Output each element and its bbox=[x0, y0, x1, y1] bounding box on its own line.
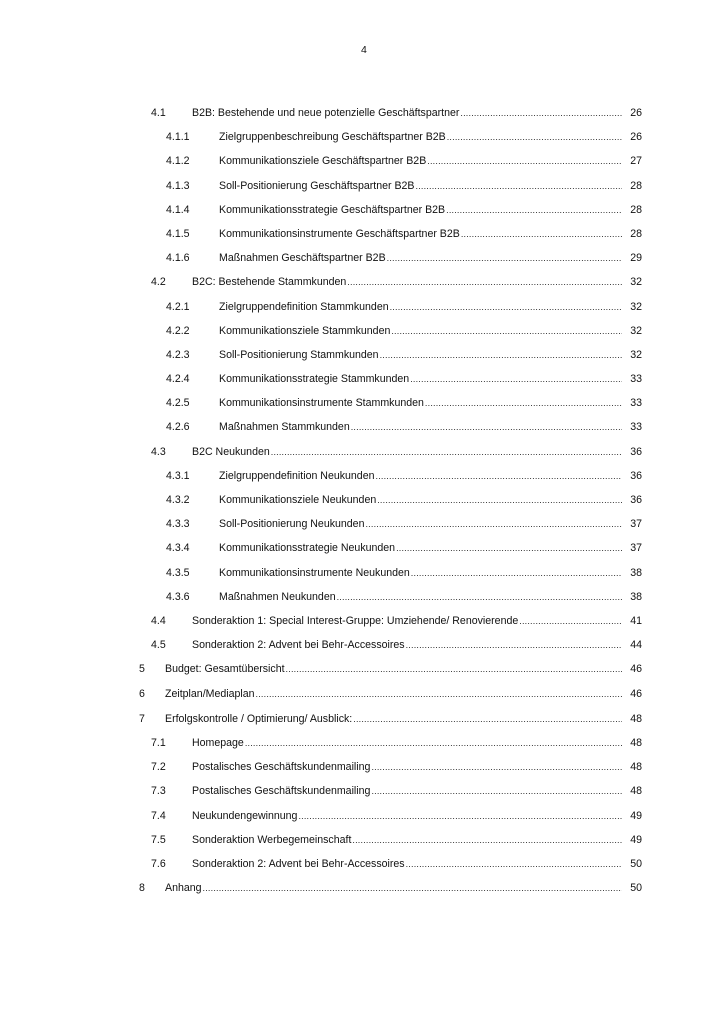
toc-entry-number: 7.3 bbox=[151, 785, 166, 798]
toc-dot-leader bbox=[203, 876, 642, 900]
toc-entry-title: Kommunikationsziele Stammkunden bbox=[219, 324, 391, 337]
toc-entry-title-with-leader bbox=[192, 731, 642, 755]
toc-entry-number: 4.1 bbox=[151, 107, 166, 119]
toc-dot-leader bbox=[353, 707, 642, 731]
toc-dot-leader bbox=[377, 488, 642, 512]
toc-entry-page: 46 bbox=[622, 682, 642, 706]
toc-dot-leader bbox=[460, 101, 642, 125]
toc-dot-leader bbox=[371, 779, 642, 803]
toc-dot-leader bbox=[446, 198, 642, 222]
toc-entry-page: 38 bbox=[622, 585, 642, 609]
toc-entry-title-with-leader bbox=[219, 246, 642, 270]
toc-entry-title: B2C: Bestehende Stammkunden bbox=[192, 276, 347, 289]
toc-entry[interactable] bbox=[0, 464, 728, 488]
toc-dot-leader bbox=[390, 295, 642, 319]
toc-dot-leader bbox=[461, 222, 642, 246]
toc-entry-title: Maßnahmen Geschäftspartner B2B bbox=[219, 252, 386, 265]
toc-entry-title: Zielgruppenbeschreibung Geschäftspartner B2B bbox=[219, 131, 446, 144]
toc-entry-title: Sonderaktion 1: Special Interest-Gruppe: Umziehende/ Renovierende bbox=[192, 614, 519, 627]
toc-entry-title: Kommunikationsziele Neukunden bbox=[219, 494, 377, 506]
toc-entry-page: 32 bbox=[622, 343, 642, 367]
toc-entry-page: 49 bbox=[622, 804, 642, 828]
toc-entry-title: Zeitplan/Mediaplan bbox=[165, 687, 255, 700]
toc-entry-number: 4.3.3 bbox=[166, 518, 190, 531]
toc-entry-title: Kommunikationsstrategie Stammkunden bbox=[219, 373, 410, 386]
toc-entry[interactable] bbox=[0, 561, 728, 585]
toc-entry-title-with-leader bbox=[192, 101, 642, 125]
toc-dot-leader bbox=[351, 415, 642, 439]
toc-entry-number: 6 bbox=[139, 687, 145, 700]
toc-entry[interactable] bbox=[0, 536, 728, 560]
toc-dot-leader bbox=[416, 174, 643, 198]
toc-entry[interactable] bbox=[0, 415, 728, 439]
toc-entry[interactable] bbox=[0, 828, 728, 852]
toc-entry-number: 4.4 bbox=[151, 614, 166, 627]
toc-entry-number: 4.1.4 bbox=[166, 203, 190, 216]
toc-entry-title-with-leader bbox=[219, 488, 642, 512]
toc-entry-title: Zielgruppendefinition Stammkunden bbox=[219, 300, 389, 313]
toc-entry[interactable] bbox=[0, 852, 728, 876]
toc-entry-title: Kommunikationsstrategie Geschäftspartner B2B bbox=[219, 203, 446, 216]
toc-entry-page: 28 bbox=[622, 198, 642, 222]
toc-dot-leader bbox=[298, 804, 642, 828]
toc-entry[interactable] bbox=[0, 804, 728, 828]
toc-entry-title-with-leader bbox=[219, 415, 642, 439]
toc-entry-title-with-leader bbox=[219, 198, 642, 222]
toc-entry-title-with-leader bbox=[219, 222, 642, 246]
toc-entry-page: 28 bbox=[622, 174, 642, 198]
toc-entry-title: Soll-Positionierung Neukunden bbox=[219, 518, 365, 531]
toc-entry-title: Zielgruppendefinition Neukunden bbox=[219, 469, 375, 482]
toc-entry[interactable] bbox=[0, 633, 728, 657]
toc-entry-number: 4.2.5 bbox=[166, 397, 190, 410]
toc-entry-number: 7 bbox=[139, 712, 145, 725]
toc-dot-leader bbox=[376, 464, 643, 488]
toc-entry-title: Postalisches Geschäftskundenmailing bbox=[192, 761, 371, 774]
toc-dot-leader bbox=[387, 246, 642, 270]
toc-dot-leader bbox=[406, 633, 642, 657]
toc-entry-page: 33 bbox=[622, 367, 642, 391]
toc-entry[interactable] bbox=[0, 488, 728, 512]
toc-entry-title-with-leader bbox=[219, 125, 642, 149]
toc-dot-leader bbox=[411, 561, 642, 585]
toc-entry[interactable] bbox=[0, 585, 728, 609]
toc-entry-number: 4.3.2 bbox=[166, 494, 190, 506]
toc-entry-title-with-leader bbox=[219, 464, 642, 488]
toc-entry-title-with-leader bbox=[192, 828, 642, 852]
toc-entry-title-with-leader bbox=[219, 149, 642, 173]
toc-entry[interactable] bbox=[0, 755, 728, 779]
toc-entry-number: 4.1.3 bbox=[166, 179, 190, 192]
toc-entry-number: 4.3.1 bbox=[166, 469, 190, 482]
toc-entry-title: Sonderaktion Werbegemeinschaft bbox=[192, 833, 352, 846]
toc-entry[interactable] bbox=[0, 512, 728, 536]
toc-entry-title-with-leader bbox=[165, 682, 642, 706]
toc-entry-page: 44 bbox=[622, 633, 642, 657]
toc-entry-title: Kommunikationsziele Geschäftspartner B2B bbox=[219, 155, 427, 168]
toc-entry-title-with-leader bbox=[165, 876, 642, 900]
toc-entry-number: 7.4 bbox=[151, 809, 166, 822]
toc-entry-number: 4.3.4 bbox=[166, 542, 190, 555]
toc-entry-title-with-leader bbox=[219, 343, 642, 367]
toc-entry[interactable] bbox=[0, 876, 728, 901]
toc-entry-title-with-leader bbox=[165, 707, 642, 731]
toc-entry[interactable] bbox=[0, 682, 728, 707]
toc-entry-page: 50 bbox=[622, 876, 642, 900]
toc-entry-number: 4.2 bbox=[151, 276, 166, 289]
toc-entry-page: 36 bbox=[622, 464, 642, 488]
toc-entry-page: 27 bbox=[622, 149, 642, 173]
toc-entry-title-with-leader bbox=[192, 804, 642, 828]
toc-entry-title: Anhang bbox=[165, 882, 202, 895]
toc-entry[interactable] bbox=[0, 246, 728, 270]
toc-dot-leader bbox=[447, 125, 642, 149]
toc-entry-title-with-leader bbox=[219, 536, 642, 560]
toc-entry-number: 4.3 bbox=[151, 445, 166, 458]
toc-entry-page: 50 bbox=[622, 852, 642, 876]
toc-entry[interactable] bbox=[0, 731, 728, 755]
toc-entry[interactable] bbox=[0, 367, 728, 391]
toc-entry-title-with-leader bbox=[219, 295, 642, 319]
toc-entry-title-with-leader bbox=[219, 512, 642, 536]
toc-entry-title: Maßnahmen Stammkunden bbox=[219, 421, 350, 434]
toc-entry-page: 26 bbox=[622, 101, 642, 125]
toc-entry-page: 49 bbox=[622, 828, 642, 852]
toc-entry-page: 41 bbox=[622, 609, 642, 633]
toc-entry-title-with-leader bbox=[219, 174, 642, 198]
toc-entry-title-with-leader bbox=[219, 319, 642, 343]
toc-entry-title: Maßnahmen Neukunden bbox=[219, 590, 336, 603]
toc-entry-page: 48 bbox=[622, 731, 642, 755]
toc-dot-leader bbox=[396, 536, 642, 560]
toc-entry-title-with-leader bbox=[192, 633, 642, 657]
toc-entry-page: 48 bbox=[622, 707, 642, 731]
toc-dot-leader bbox=[425, 391, 642, 415]
toc-dot-leader bbox=[406, 852, 642, 876]
toc-entry-title: Kommunikationsinstrumente Stammkunden bbox=[219, 397, 424, 410]
toc-dot-leader bbox=[371, 755, 642, 779]
toc-entry-number: 4.2.1 bbox=[166, 300, 190, 313]
toc-entry-number: 4.2.4 bbox=[166, 373, 190, 386]
toc-dot-leader bbox=[256, 682, 642, 706]
toc-entry-number: 4.2.6 bbox=[166, 421, 190, 434]
toc-entry-title: Homepage bbox=[192, 737, 244, 750]
toc-dot-leader bbox=[271, 440, 642, 464]
toc-entry[interactable] bbox=[0, 222, 728, 246]
toc-entry-title: Postalisches Geschäftskundenmailing bbox=[192, 785, 371, 798]
toc-entry[interactable] bbox=[0, 707, 728, 732]
toc-entry-page: 29 bbox=[622, 246, 642, 270]
toc-entry-number: 4.2.2 bbox=[166, 324, 190, 337]
toc-entry-number: 4.5 bbox=[151, 639, 166, 652]
toc-entry[interactable] bbox=[0, 174, 728, 198]
toc-dot-leader bbox=[427, 149, 642, 173]
toc-entry-number: 5 bbox=[139, 663, 145, 676]
toc-entry-number: 4.3.5 bbox=[166, 566, 190, 579]
toc-entry[interactable] bbox=[0, 779, 728, 803]
toc-entry-title-with-leader bbox=[192, 609, 642, 633]
toc-entry-number: 4.1.5 bbox=[166, 227, 190, 240]
toc-entry-page: 37 bbox=[622, 512, 642, 536]
toc-entry-page: 33 bbox=[622, 391, 642, 415]
toc-entry[interactable] bbox=[0, 295, 728, 319]
toc-entry-title: Sonderaktion 2: Advent bei Behr-Accessoires bbox=[192, 639, 405, 652]
toc-dot-leader bbox=[352, 828, 642, 852]
toc-entry-title: Kommunikationsstrategie Neukunden bbox=[219, 542, 396, 555]
toc-entry-number: 4.3.6 bbox=[166, 590, 190, 603]
toc-dot-leader bbox=[347, 270, 642, 294]
toc-entry[interactable] bbox=[0, 609, 728, 633]
toc-entry-title: Soll-Positionierung Geschäftspartner B2B bbox=[219, 179, 415, 192]
toc-entry-title-with-leader bbox=[219, 585, 642, 609]
toc-entry-page: 32 bbox=[622, 319, 642, 343]
toc-entry-page: 36 bbox=[622, 440, 642, 464]
toc-entry-title: Neukundengewinnung bbox=[192, 809, 298, 822]
toc-entry[interactable] bbox=[0, 319, 728, 343]
toc-entry-number: 4.1.2 bbox=[166, 155, 190, 168]
toc-entry[interactable] bbox=[0, 198, 728, 222]
toc-entry-title: B2B: Bestehende und neue potenzielle Geschäftspartner bbox=[192, 107, 460, 119]
toc-entry-title: B2C Neukunden bbox=[192, 445, 270, 458]
table-of-contents bbox=[0, 101, 728, 901]
toc-entry-number: 4.1.6 bbox=[166, 252, 190, 265]
toc-entry-page: 28 bbox=[622, 222, 642, 246]
toc-entry-page: 48 bbox=[622, 755, 642, 779]
toc-dot-leader bbox=[286, 657, 642, 681]
toc-entry-title: Erfolgskontrolle / Optimierung/ Ausblick: bbox=[165, 712, 353, 725]
toc-entry-title: Kommunikationsinstrumente Neukunden bbox=[219, 566, 410, 579]
toc-entry-number: 7.6 bbox=[151, 858, 166, 871]
toc-entry-title-with-leader bbox=[219, 367, 642, 391]
toc-entry-page: 38 bbox=[622, 561, 642, 585]
toc-entry-page: 32 bbox=[622, 295, 642, 319]
toc-entry-page: 37 bbox=[622, 536, 642, 560]
toc-entry[interactable] bbox=[0, 101, 728, 125]
toc-entry-number: 4.1.1 bbox=[166, 131, 190, 144]
toc-entry-title-with-leader bbox=[192, 755, 642, 779]
toc-entry-number: 8 bbox=[139, 882, 145, 895]
toc-entry-title-with-leader bbox=[192, 440, 642, 464]
toc-entry-number: 7.5 bbox=[151, 833, 166, 846]
toc-entry[interactable] bbox=[0, 125, 728, 149]
toc-dot-leader bbox=[391, 319, 642, 343]
toc-entry-title: Kommunikationsinstrumente Geschäftspartner B2B bbox=[219, 227, 460, 240]
toc-entry-number: 7.1 bbox=[151, 737, 166, 750]
toc-entry-page: 36 bbox=[622, 488, 642, 512]
toc-entry-title-with-leader bbox=[219, 561, 642, 585]
toc-entry-page: 33 bbox=[622, 415, 642, 439]
toc-entry[interactable] bbox=[0, 343, 728, 367]
toc-entry[interactable] bbox=[0, 270, 728, 294]
toc-entry-title-with-leader bbox=[192, 270, 642, 294]
toc-dot-leader bbox=[410, 367, 642, 391]
toc-entry-page: 26 bbox=[622, 125, 642, 149]
toc-entry-title: Budget: Gesamtübersicht bbox=[165, 663, 285, 676]
toc-entry-title-with-leader bbox=[192, 852, 642, 876]
toc-entry-number: 4.2.3 bbox=[166, 348, 190, 361]
toc-entry-number: 7.2 bbox=[151, 761, 166, 774]
page-number: 4 bbox=[360, 44, 368, 56]
toc-entry-title-with-leader bbox=[165, 657, 642, 681]
toc-entry-page: 46 bbox=[622, 657, 642, 681]
toc-entry-title: Sonderaktion 2: Advent bei Behr-Accessoires bbox=[192, 858, 405, 871]
toc-entry[interactable] bbox=[0, 657, 728, 682]
toc-dot-leader bbox=[245, 731, 642, 755]
toc-dot-leader bbox=[380, 343, 642, 367]
toc-entry-page: 48 bbox=[622, 779, 642, 803]
toc-entry-title-with-leader bbox=[192, 779, 642, 803]
toc-entry-page: 32 bbox=[622, 270, 642, 294]
toc-dot-leader bbox=[337, 585, 642, 609]
toc-dot-leader bbox=[365, 512, 642, 536]
toc-entry[interactable] bbox=[0, 391, 728, 415]
toc-entry[interactable] bbox=[0, 440, 728, 464]
toc-entry-title-with-leader bbox=[219, 391, 642, 415]
toc-entry[interactable] bbox=[0, 149, 728, 173]
toc-entry-title: Soll-Positionierung Stammkunden bbox=[219, 348, 379, 361]
